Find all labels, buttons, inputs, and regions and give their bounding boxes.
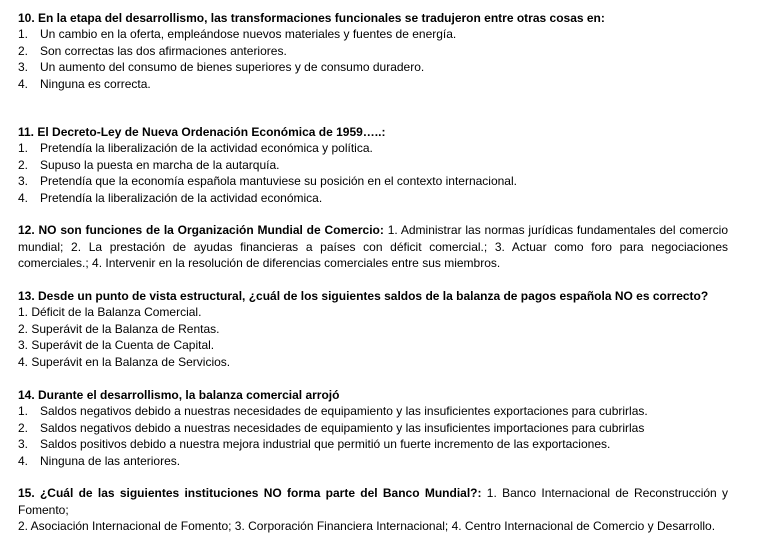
option-item: 2. Saldos negativos debido a nuestras necesidades de equipamiento y las insuficientes importaciones para cubrirlas — [18, 420, 645, 435]
question-15 — [18, 485, 728, 535]
option-item: 4. Superávit en la Balanza de Servicios. — [18, 354, 231, 369]
question-body: 1. Banco Internacional de Reconstrucción y Fomento; — [18, 486, 728, 517]
option-item: 1. Saldos negativos debido a nuestras necesidades de equipamiento y las insuficientes exportaciones para cubrirlas. — [18, 404, 648, 418]
question-title: 10. En la etapa del desarrollismo, las transformaciones funcionales se tradujeron entre otras cosas en: — [18, 11, 605, 25]
question-paragraph — [18, 222, 728, 272]
question-title: 12. NO son funciones de la Organización Mundial de Comercio: — [18, 223, 384, 237]
question-body-line-2: 2. Asociación Internacional de Fomento; 3. Corporación Financiera Internacional; 4. Centro Internacional de Comercio y Desarrollo. — [18, 519, 716, 533]
option-item: 3. Un aumento del consumo de bienes superiores y de consumo duradero. — [18, 60, 425, 74]
option-item: 2. Son correctas las dos afirmaciones anteriores. — [18, 43, 287, 58]
question-13 — [18, 288, 708, 370]
question-title: 13. Desde un punto de vista estructural, ¿cuál de los siguientes saldos de la balanza de pagos española NO es correcto? — [18, 289, 709, 303]
question-title: 11. El Decreto-Ley de Nueva Ordenación Económica de 1959…..: — [18, 125, 386, 139]
question-title: 15. ¿Cuál de las siguientes instituciones NO forma parte del Banco Mundial?: — [18, 486, 482, 500]
question-11 — [18, 124, 517, 206]
option-item: 1. Pretendía la liberalización de la actividad económica y política. — [18, 141, 373, 155]
option-item: 1. Déficit de la Balanza Comercial. — [18, 305, 202, 319]
question-title: 14. Durante el desarrollismo, la balanza comercial arrojó — [18, 388, 340, 402]
question-10 — [18, 10, 605, 92]
question-body: 1. Administrar las normas jurídicas fundamentales del comercio mundial; 2. La prestación de ayudas financieras a países con déficit comercial.; 3. Actuar como foro para negociaciones comerciales.; 4. Intervenir en la resolución de diferencias comerciales entre sus miembros. — [18, 223, 728, 270]
option-list — [18, 304, 708, 370]
question-14 — [18, 387, 648, 469]
option-item: 2. Superávit de la Balanza de Rentas. — [18, 321, 220, 336]
option-item: 3. Pretendía que la economía española mantuviese su posición en el contexto internacional. — [18, 174, 517, 188]
option-list — [18, 140, 517, 206]
option-item: 4. Pretendía la liberalización de la actividad económica. — [18, 190, 323, 205]
option-item: 2. Supuso la puesta en marcha de la autarquía. — [18, 157, 280, 172]
option-list — [18, 403, 648, 469]
question-12 — [18, 222, 728, 272]
option-item: 3. Saldos positivos debido a nuestra mejora industrial que permitió un fuerte incremento de las exportaciones. — [18, 437, 611, 451]
question-paragraph — [18, 485, 728, 518]
option-item: 4. Ninguna es correcta. — [18, 76, 151, 91]
option-item: 3. Superávit de la Cuenta de Capital. — [18, 338, 215, 352]
option-item: 4. Ninguna de las anteriores. — [18, 453, 181, 468]
option-item: 1. Un cambio en la oferta, empleándose nuevos materiales y fuentes de energía. — [18, 27, 457, 41]
option-list — [18, 26, 605, 92]
